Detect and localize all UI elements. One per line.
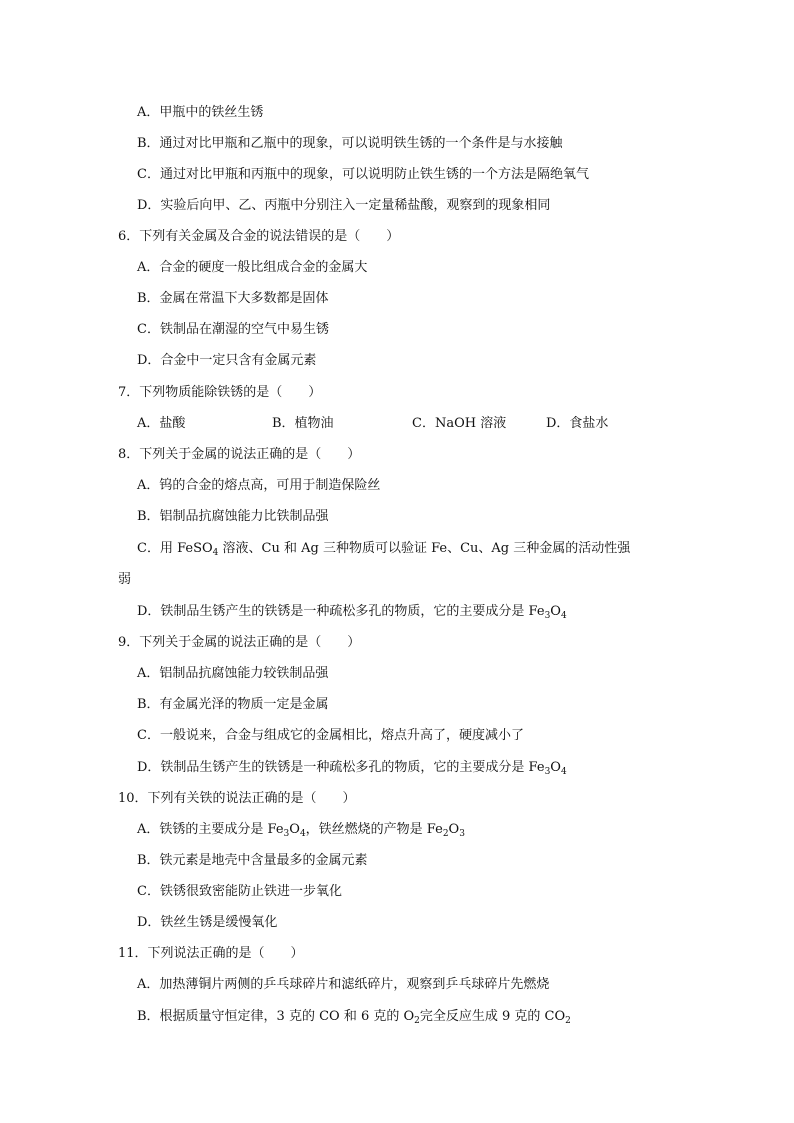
q9-option-d: D．铁制品生锈产生的铁锈是一种疏松多孔的物质，它的主要成分是 $Fe_3O_4$ [137,760,567,777]
q7-option-b: B．植物油 [272,416,334,431]
q10-option-b: B．铁元素是地壳中含量最多的金属元素 [137,853,368,868]
q6-option-d: D．合金中一定只含有金属元素 [137,353,317,368]
q7-stem: 7．下列物质能除铁锈的是（ ） [118,385,322,400]
q8-stem: 8．下列关于金属的说法正确的是（ ） [118,447,361,462]
q9-stem: 9．下列关于金属的说法正确的是（ ） [118,635,361,650]
q6-option-a: A．合金的硬度一般比组成合金的金属大 [137,260,368,275]
q5-option-c: C．通过对比甲瓶和丙瓶中的现象，可以说明防止铁生锈的一个方法是隔绝氧气 [137,167,589,182]
q11-option-a: A．加热薄铜片两侧的乒乓球碎片和滤纸碎片，观察到乒乓球碎片先燃烧 [137,977,550,992]
q8-option-c: C．用 FeSO$_4$ 溶液、Cu 和 Ag 三种物质可以验证 Fe、Cu、Ag 三种金属的活动性强 [137,541,631,558]
q5-option-d: D．实验后向甲、乙、丙瓶中分别注入一定量稀盐酸，观察到的现象相同 [137,198,551,213]
q11-option-b: B．根据质量守恒定律，3 克的 CO 和 6 克的 $O_2$完全反应生成 9 克的 $CO_2$ [137,1009,571,1026]
q7-option-d: D．食盐水 [546,416,609,431]
q6-option-b: B．金属在常温下大多数都是固体 [137,291,329,306]
q9-option-b: B．有金属光泽的物质一定是金属 [137,697,329,712]
q8-option-b: B．铝制品抗腐蚀能力比铁制品强 [137,509,329,524]
q7-option-c: C．NaOH 溶液 [412,416,507,431]
q10-option-d: D．铁丝生锈是缓慢氧化 [137,915,278,930]
q5-option-a: A．甲瓶中的铁丝生锈 [137,105,264,120]
q6-stem: 6．下列有关金属及合金的说法错误的是（ ） [118,229,400,244]
q6-option-c: C．铁制品在潮湿的空气中易生锈 [137,322,329,337]
q10-stem: 10．下列有关铁的说法正确的是（ ） [118,791,356,806]
q7-option-a: A．盐酸 [137,416,186,431]
q11-stem: 11．下列说法正确的是（ ） [118,946,304,961]
q9-option-a: A．铝制品抗腐蚀能力较铁制品强 [137,666,329,681]
q5-option-b: B．通过对比甲瓶和乙瓶中的现象，可以说明铁生锈的一个条件是与水接触 [137,136,563,151]
q10-option-a: A．铁锈的主要成分是 $Fe_3O_4$，铁丝燃烧的产物是 $Fe_2O_3$ [137,822,465,839]
q8-option-c-wrap: 弱 [118,572,132,587]
q10-option-c: C．铁锈很致密能防止铁进一步氧化 [137,884,342,899]
q9-option-c: C．一般说来，合金与组成它的金属相比，熔点升高了，硬度减小了 [137,728,524,743]
q8-option-d: D．铁制品生锈产生的铁锈是一种疏松多孔的物质，它的主要成分是 $Fe_3O_4$ [137,604,567,621]
q8-option-a: A．钨的合金的熔点高，可用于制造保险丝 [137,478,381,493]
